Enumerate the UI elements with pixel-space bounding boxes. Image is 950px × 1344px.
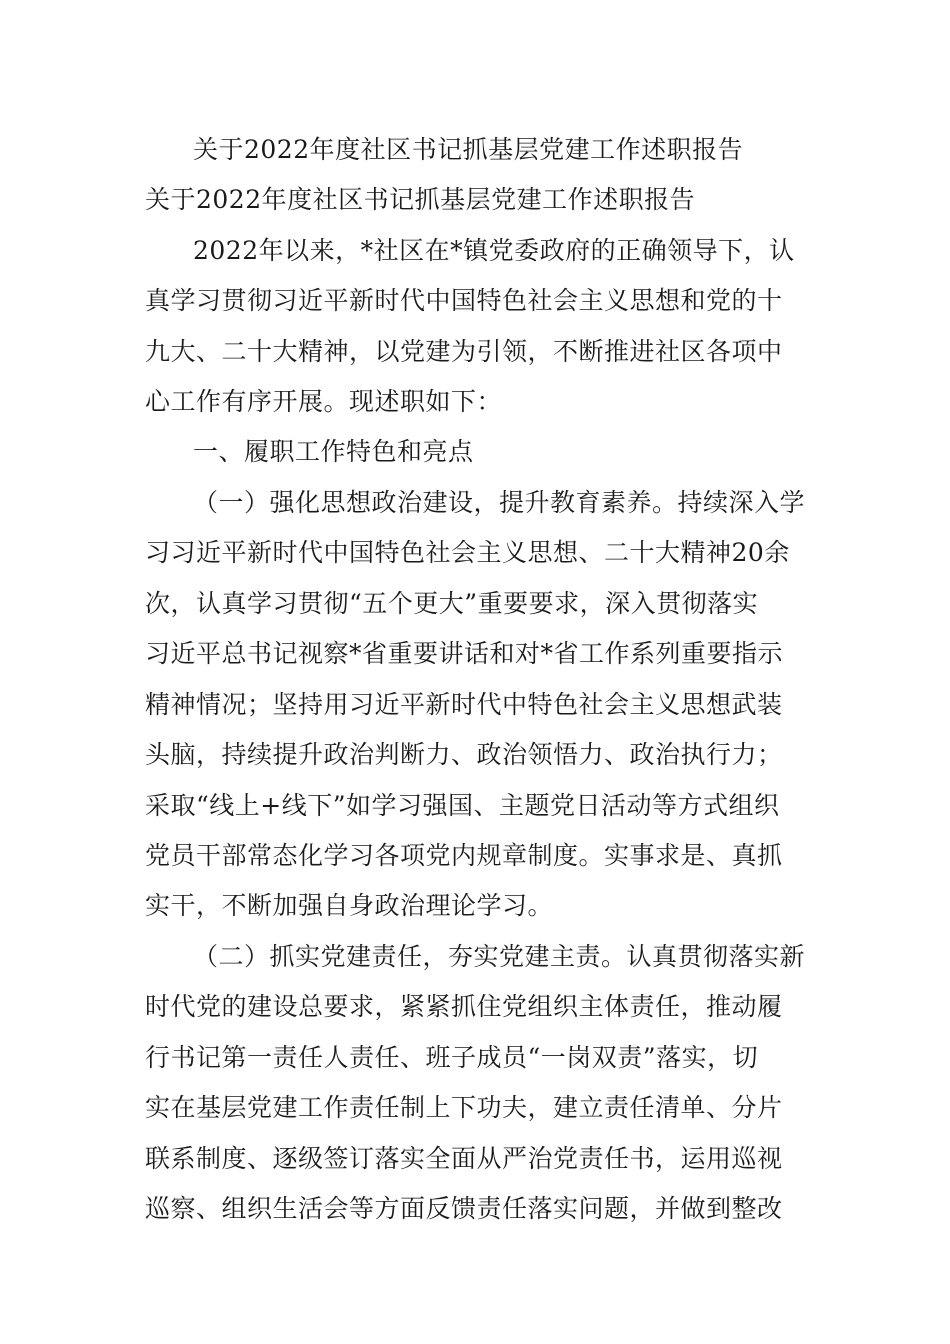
paragraph-line: 行书记第一责任人责任、班子成员“一岗双责”落实，切 — [145, 1043, 759, 1072]
section-heading: 一、履职工作特色和亮点 — [193, 437, 474, 466]
document-title: 关于2022年度社区书记抓基层党建工作述职报告 — [193, 135, 744, 164]
paragraph-line: 巡察、组织生活会等方面反馈责任落实问题，并做到整改 — [145, 1194, 783, 1223]
paragraph-line: 次，认真学习贯彻“五个更大”重要要求，深入贯彻落实 — [145, 589, 759, 618]
paragraph-line: 习近平总书记视察*省重要讲话和对*省工作系列重要指示 — [145, 639, 784, 668]
paragraph-line: （一）强化思想政治建设，提升教育素养。持续深入学 — [193, 488, 806, 517]
document-title-repeat: 关于2022年度社区书记抓基层党建工作述职报告 — [145, 185, 696, 214]
intro-line: 2022年以来，*社区在*镇党委政府的正确领导下，认 — [193, 236, 795, 265]
paragraph-line: 精神情况；坚持用习近平新时代中特色社会主义思想武装 — [145, 690, 783, 719]
paragraph-line: 时代党的建设总要求，紧紧抓住党组织主体责任，推动履 — [145, 992, 783, 1021]
paragraph-line: 联系制度、逐级签订落实全面从严治党责任书，运用巡视 — [145, 1144, 783, 1173]
paragraph-line: 头脑，持续提升政治判断力、政治领悟力、政治执行力； — [145, 740, 783, 769]
paragraph-line: 党员干部常态化学习各项党内规章制度。实事求是、真抓 — [145, 841, 783, 870]
intro-line: 真学习贯彻习近平新时代中国特色社会主义思想和党的十 — [145, 286, 783, 315]
paragraph-line: 实干，不断加强自身政治理论学习。 — [145, 891, 554, 920]
intro-line: 九大、二十大精神，以党建为引领，不断推进社区各项中 — [145, 337, 783, 366]
paragraph-line: 采取“线上+线下”如学习强国、主题党日活动等方式组织 — [145, 791, 780, 820]
paragraph-line: （二）抓实党建责任，夯实党建主责。认真贯彻落实新 — [193, 942, 806, 971]
paragraph-line: 习习近平新时代中国特色社会主义思想、二十大精神20余 — [145, 538, 790, 567]
intro-line: 心工作有序开展。现述职如下： — [145, 387, 503, 416]
paragraph-line: 实在基层党建工作责任制上下功夫，建立责任清单、分片 — [145, 1093, 783, 1122]
